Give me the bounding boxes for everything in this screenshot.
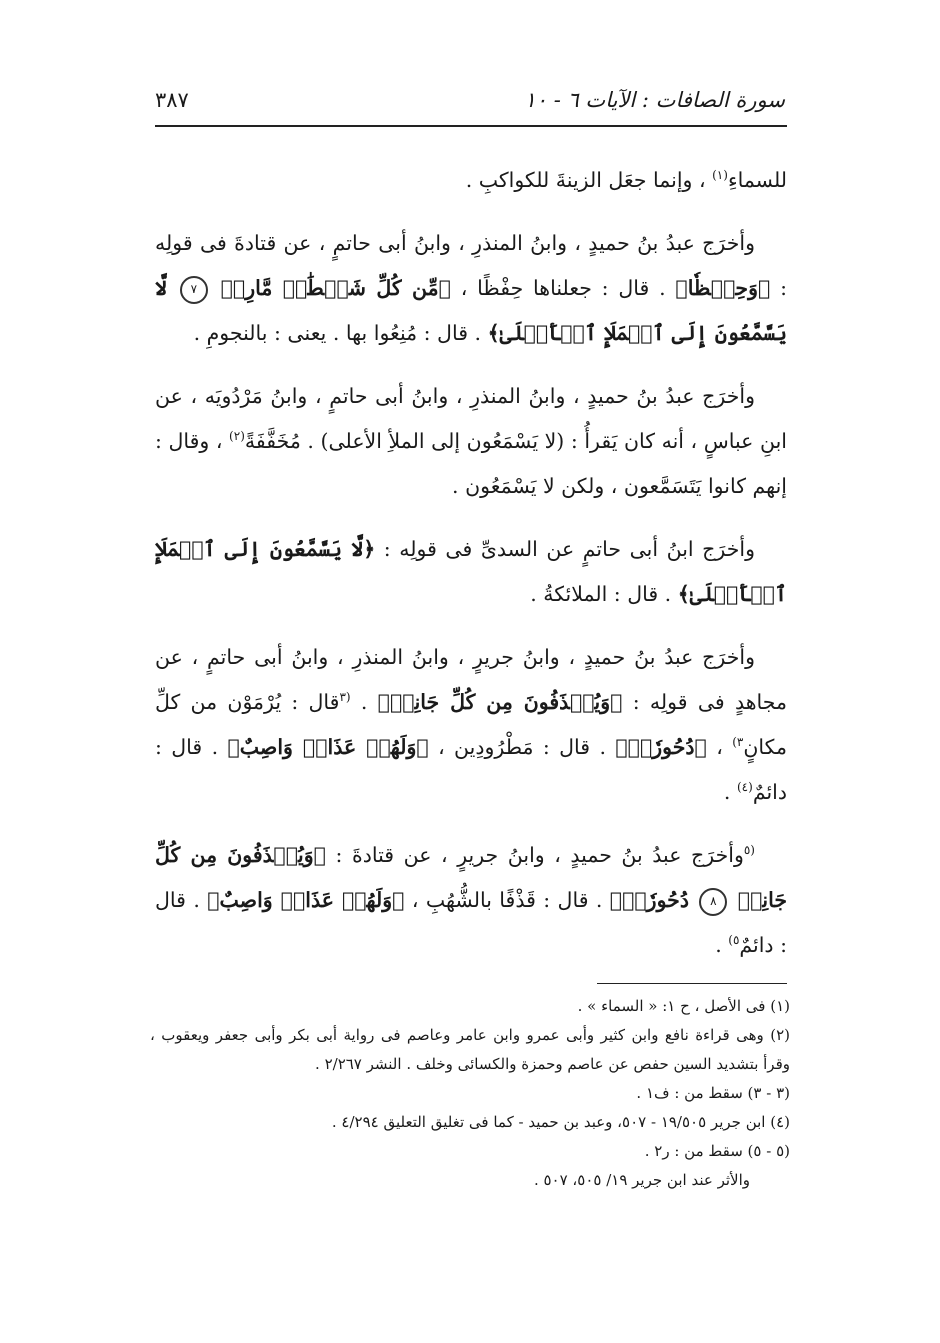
footnote-ref-2: (٢) <box>229 429 245 444</box>
footnotes <box>150 992 790 1195</box>
text: للسماءِ <box>727 168 787 192</box>
footnote-ref-3-end: ٣) <box>732 735 744 750</box>
footnote-ref-1: (١) <box>712 168 728 183</box>
footnote-5: (٥ - ٥) سقط من : ر٢ . <box>644 1142 790 1160</box>
text: وأخرَج عبدُ بنُ حميدٍ ، وابنُ المنذرِ ، وابنُ أبى حاتمٍ ، عن قتادةَ فى قولِه : <box>155 231 787 300</box>
text: . قال : مُنِعُوا بها . يعنى : بالنجومِ . <box>193 321 482 345</box>
main-text <box>155 158 787 986</box>
header-rule <box>155 125 787 127</box>
text: . قال : مَطْرُودِين ، <box>438 735 606 759</box>
footnote-3: (٣ - ٣) سقط من : ف١ . <box>636 1084 790 1102</box>
paragraph-1 <box>155 158 787 203</box>
footnote-1: (١) فى الأصل ، ح ١: « السماء » . <box>577 997 790 1015</box>
quran-quote: ﴿وَحِفۡظٗا﴾ <box>675 276 771 300</box>
quran-quote: ﴿لَّا يَسَّمَّعُونَ إِلَى ٱلۡمَلَإِ ٱلۡأَعۡلَىٰ﴾ <box>155 537 787 606</box>
footnote-4: (٤) ابن جرير ١٩/٥٠٥ - ٥٠٧، وعبد بن حميد - كما فى تغليق التعليق ٤/٢٩٤ . <box>331 1113 790 1131</box>
footnote-5-continuation: والأثر عند ابن جرير ١٩/ ٥٠٥، ٥٠٧ . <box>533 1171 750 1189</box>
paragraph-5 <box>155 635 787 815</box>
text: ، وقال : إنهم كانوا يَتَسَمَّعون ، ولكن لا يَسْمَعُون . <box>155 429 787 498</box>
footnote-ref-4: (٤) <box>736 780 753 795</box>
text: . قال : الملائكةُ . <box>530 582 672 606</box>
ayah-number-marker: ٨ <box>699 888 727 916</box>
footnote-ref-5-start: (٥ <box>743 843 755 858</box>
quran-quote: ﴿مِّن كُلِّ شَيۡطَٰنٖ مَّارِدٖ <box>220 276 451 300</box>
running-title: سورة الصافات : الآيات ٦ - ١٠ <box>524 88 785 112</box>
quran-quote: لَّا يَسَّمَّعُونَ إِلَى ٱلۡمَلَإِ ٱلۡأَعۡلَىٰ﴾ <box>155 276 787 345</box>
text: وأخرَج عبدُ بنُ حميدٍ ، وابنُ جريرٍ ، عن قتادةَ : <box>335 843 744 867</box>
quran-quote: ﴿وَلَهُمۡ عَذَابٞ وَاصِبٌ﴾ <box>207 888 405 912</box>
quran-quote: ﴿وَلَهُمۡ عَذَابٞ وَاصِبٌ﴾ <box>227 735 429 759</box>
paragraph-4 <box>155 527 787 617</box>
footnote-ref-5-end: ٥) <box>728 933 740 948</box>
footnote-separator <box>597 983 787 984</box>
text: . قال : قَذْفًا بالشُّهُبِ ، <box>411 888 603 912</box>
text: ، <box>716 735 723 759</box>
ayah-number-marker: ٧ <box>180 276 208 304</box>
quran-quote: دُحُورٗاۖ﴾ <box>609 888 689 912</box>
text: وأخرَج ابنُ أبى حاتمٍ عن السدىِّ فى قولِه : <box>383 537 755 561</box>
text: . <box>723 780 731 804</box>
paragraph-2 <box>155 221 787 356</box>
paragraph-3 <box>155 374 787 509</box>
page-header <box>155 80 785 120</box>
quran-quote: ﴿وَيُقۡذَفُونَ مِن كُلِّ جَانِبٖ <box>155 843 787 912</box>
text: . قال : دائمٌ <box>155 888 787 957</box>
text: وأخرَج عبدُ بنُ حميدٍ ، وابنُ المنذرِ ، وابنُ أبى حاتمٍ ، وابنُ مَرْدُويَه ، عن ابنِ عباسٍ ، أنه كان يَقرأُ : (لا يَسْمَعُون إلى الملأِ الأعلى) . مُخَفَّفَةً <box>155 384 787 453</box>
footnote-ref-3-start: (٣ <box>339 690 351 705</box>
quran-quote: ﴿وَيُقۡذَفُونَ مِن كُلِّ جَانِبٖ﴾ <box>377 690 623 714</box>
text: . قال : دائمٌ <box>155 735 787 804</box>
text: . قال : جعلناها حِفْظًا ، <box>460 276 666 300</box>
text: وأخرَج عبدُ بنُ حميدٍ ، وابنُ جريرٍ ، وابنُ المنذرِ ، وابنُ أبى حاتمٍ ، عن مجاهدٍ فى قولِه : <box>155 645 788 714</box>
quran-quote: ﴿دُحُورٗاۖ﴾ <box>615 735 707 759</box>
page-number: ٣٨٧ <box>155 88 189 112</box>
text: ، وإنما جعَل الزينةَ للكواكبِ . <box>465 168 706 192</box>
text: . <box>715 933 722 957</box>
paragraph-6 <box>155 833 787 968</box>
footnote-2: (٢) وهى قراءة نافع وابن كثير وأبى عمرو وابن عامر وعاصم فى رواية أبى بكر وأبى جعفر ويعقوب ، وقرأ بتشديد السين حفص عن عاصم وحمزة والكسائى وخلف . النشر ٢/٢٦٧ . <box>150 1026 790 1073</box>
text: . <box>360 690 368 714</box>
text: قال : يُرْمَوْن من كلِّ مكانٍ <box>155 690 787 759</box>
